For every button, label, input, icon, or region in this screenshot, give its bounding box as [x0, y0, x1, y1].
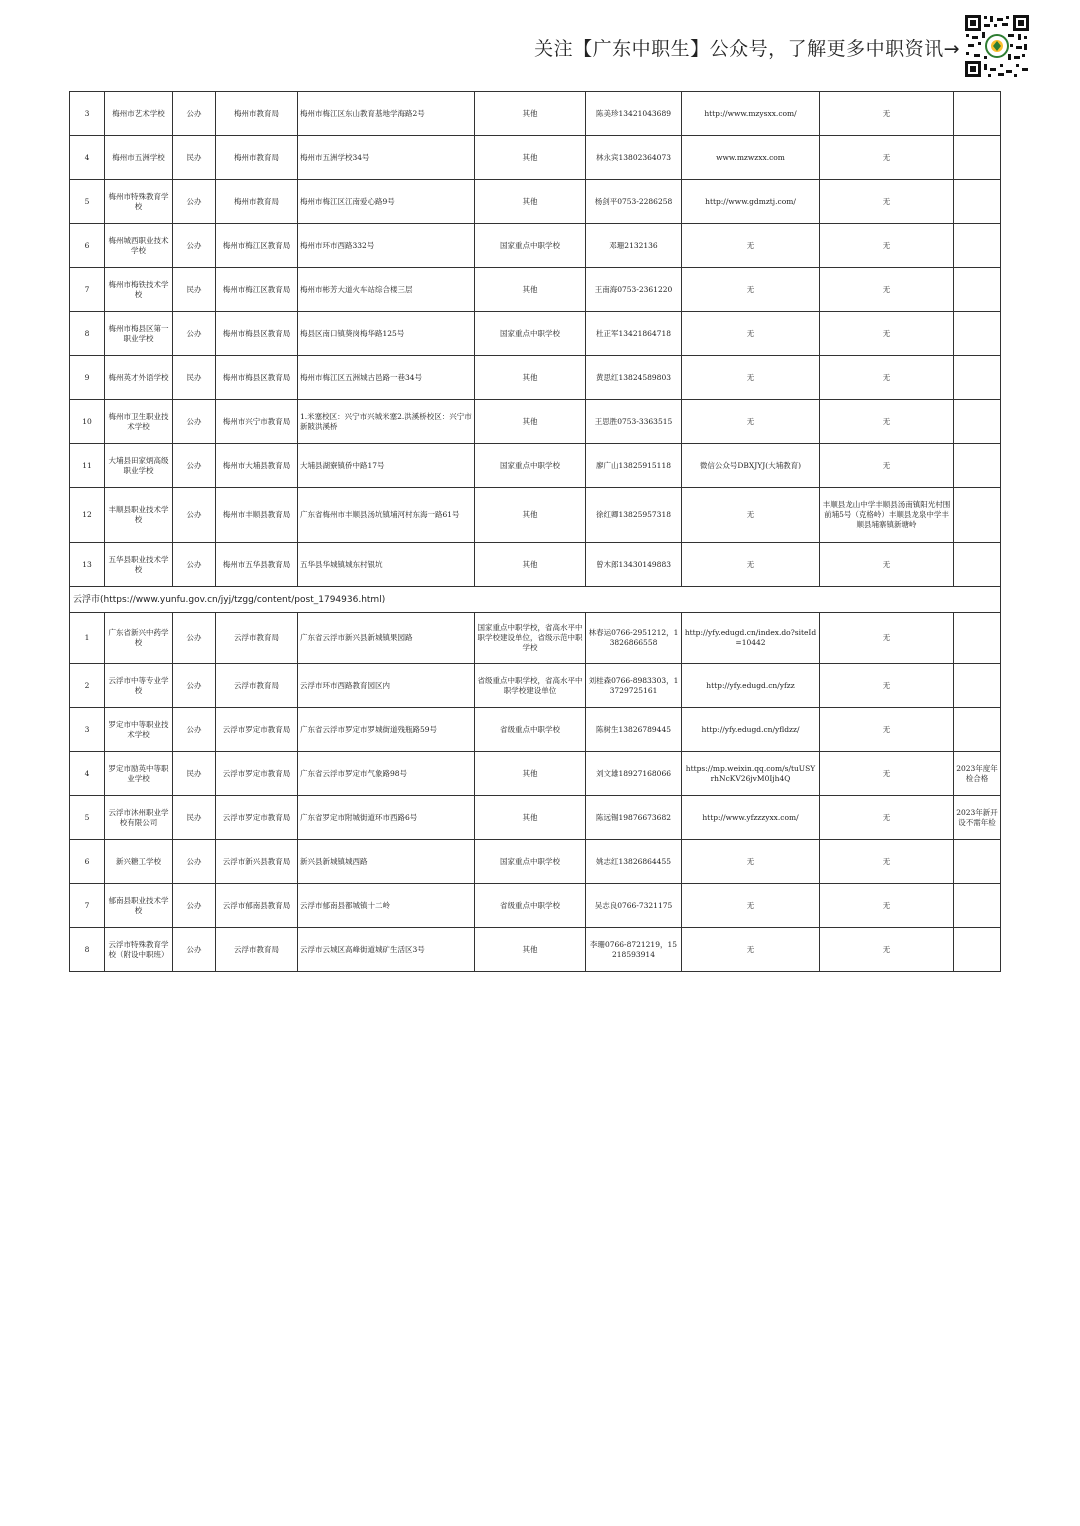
cell-contact: 陈远锡19876673682 — [586, 796, 682, 840]
cell-branch: 无 — [820, 312, 954, 356]
cell-type: 公办 — [173, 708, 216, 752]
cell-website[interactable]: 无 — [682, 356, 820, 400]
cell-website[interactable]: http://www.mzysxx.com/ — [682, 92, 820, 136]
cell-name: 梅州市五洲学校 — [105, 136, 173, 180]
cell-no: 6 — [70, 224, 105, 268]
cell-contact: 王南海0753-2361220 — [586, 268, 682, 312]
cell-address: 梅州市梅江区五洲城古邑路一巷34号 — [298, 356, 475, 400]
cell-website[interactable]: http://yfy.edugd.cn/yfldzz/ — [682, 708, 820, 752]
cell-dept: 梅州市梅江区教育局 — [216, 268, 298, 312]
cell-website[interactable]: 无 — [682, 224, 820, 268]
cell-branch: 无 — [820, 180, 954, 224]
table-row — [70, 708, 1001, 752]
cell-no: 5 — [70, 180, 105, 224]
cell-name: 新兴糖工学校 — [105, 840, 173, 884]
cell-address: 五华县华城镇城东村银坑 — [298, 543, 475, 587]
cell-category: 省级重点中职学校，省高水平中职学校建设单位 — [475, 664, 586, 708]
cell-address: 广东省云浮市罗定市气象路98号 — [298, 752, 475, 796]
table-row — [70, 796, 1001, 840]
cell-contact: 王思胜0753-3363515 — [586, 400, 682, 444]
cell-note: 2023年度年检合格 — [954, 752, 1001, 796]
table-row — [70, 664, 1001, 708]
cell-note — [954, 312, 1001, 356]
cell-contact: 刘桂森0766-8983303，13729725161 — [586, 664, 682, 708]
cell-name: 五华县职业技术学校 — [105, 543, 173, 587]
cell-name: 梅州市梅县区第一职业学校 — [105, 312, 173, 356]
cell-no: 11 — [70, 444, 105, 488]
cell-website[interactable]: http://yfy.edugd.cn/yfzz — [682, 664, 820, 708]
cell-branch: 无 — [820, 664, 954, 708]
cell-website[interactable]: 无 — [682, 840, 820, 884]
cell-contact: 李珊0766-8721219，15218593914 — [586, 928, 682, 972]
cell-address: 云浮市郁南县都城镇十二岭 — [298, 884, 475, 928]
cell-no: 2 — [70, 664, 105, 708]
cell-dept: 梅州市梅县区教育局 — [216, 356, 298, 400]
cell-website[interactable]: 无 — [682, 400, 820, 444]
cell-category: 其他 — [475, 796, 586, 840]
cell-no: 3 — [70, 92, 105, 136]
cell-website[interactable]: www.mzwzxx.com — [682, 136, 820, 180]
table-row — [70, 488, 1001, 543]
cell-category: 其他 — [475, 488, 586, 543]
cell-contact: 杨剑平0753-2286258 — [586, 180, 682, 224]
cell-contact: 林春运0766-2951212，13826866558 — [586, 613, 682, 664]
cell-no: 7 — [70, 884, 105, 928]
cell-no: 10 — [70, 400, 105, 444]
cell-category: 其他 — [475, 268, 586, 312]
cell-dept: 梅州市五华县教育局 — [216, 543, 298, 587]
cell-name: 梅州城西职业技术学校 — [105, 224, 173, 268]
cell-branch: 无 — [820, 356, 954, 400]
cell-name: 云浮市特殊教育学校（附设中职班） — [105, 928, 173, 972]
cell-type: 民办 — [173, 136, 216, 180]
cell-no: 9 — [70, 356, 105, 400]
cell-no: 4 — [70, 136, 105, 180]
cell-note — [954, 884, 1001, 928]
cell-note — [954, 356, 1001, 400]
cell-dept: 梅州市大埔县教育局 — [216, 444, 298, 488]
meizhou-rows — [70, 92, 1001, 587]
cell-name: 云浮市中等专业学校 — [105, 664, 173, 708]
cell-branch: 无 — [820, 708, 954, 752]
cell-dept: 云浮市教育局 — [216, 613, 298, 664]
cell-category: 其他 — [475, 180, 586, 224]
table-row — [70, 400, 1001, 444]
cell-note — [954, 224, 1001, 268]
cell-no: 7 — [70, 268, 105, 312]
cell-no: 13 — [70, 543, 105, 587]
cell-dept: 梅州市梅江区教育局 — [216, 224, 298, 268]
cell-address: 1.米塞校区：兴宁市兴城米塞2.洪溪桥校区：兴宁市新陂洪溪桥 — [298, 400, 475, 444]
cell-branch: 无 — [820, 136, 954, 180]
cell-category: 国家重点中职学校 — [475, 444, 586, 488]
cell-website[interactable]: https://mp.weixin.qq.com/s/tuUSYrhNcKV26jvM0Ijh4Q — [682, 752, 820, 796]
cell-contact: 林永宾13802364073 — [586, 136, 682, 180]
cell-category: 其他 — [475, 752, 586, 796]
cell-address: 广东省梅州市丰顺县汤坑镇埔河村东海一路61号 — [298, 488, 475, 543]
table-row — [70, 268, 1001, 312]
cell-website[interactable]: http://www.yfzzzyxx.com/ — [682, 796, 820, 840]
cell-website[interactable]: 无 — [682, 488, 820, 543]
cell-name: 梅州市梅铁技术学校 — [105, 268, 173, 312]
cell-branch: 丰顺县龙山中学丰顺县汤南镇阳光村围前埔5号（克格岭）丰顺县龙泉中学丰顺县埔寨镇新塘岭 — [820, 488, 954, 543]
cell-type: 公办 — [173, 180, 216, 224]
table-row — [70, 224, 1001, 268]
cell-branch: 无 — [820, 796, 954, 840]
cell-address: 广东省云浮市新兴县新城镇果园路 — [298, 613, 475, 664]
cell-no: 4 — [70, 752, 105, 796]
cell-website[interactable]: 无 — [682, 928, 820, 972]
cell-branch: 无 — [820, 613, 954, 664]
cell-address: 梅州市五洲学校34号 — [298, 136, 475, 180]
cell-dept: 梅州市教育局 — [216, 92, 298, 136]
cell-website[interactable]: http://www.gdmztj.com/ — [682, 180, 820, 224]
cell-category: 其他 — [475, 356, 586, 400]
cell-dept: 云浮市教育局 — [216, 664, 298, 708]
cell-note — [954, 488, 1001, 543]
cell-contact: 廖广山13825915118 — [586, 444, 682, 488]
cell-website[interactable]: 无 — [682, 312, 820, 356]
cell-category: 其他 — [475, 400, 586, 444]
cell-note — [954, 840, 1001, 884]
section-row-yunfu — [70, 587, 1001, 613]
table-row — [70, 92, 1001, 136]
cell-no: 3 — [70, 708, 105, 752]
cell-category: 其他 — [475, 928, 586, 972]
cell-type: 公办 — [173, 488, 216, 543]
cell-dept: 云浮市郁南县教育局 — [216, 884, 298, 928]
table-row — [70, 840, 1001, 884]
cell-name: 云浮市沐州职业学校有限公司 — [105, 796, 173, 840]
table-row — [70, 928, 1001, 972]
cell-contact: 刘文雄18927168066 — [586, 752, 682, 796]
cell-branch: 无 — [820, 268, 954, 312]
cell-type: 公办 — [173, 664, 216, 708]
cell-dept: 云浮市罗定市教育局 — [216, 796, 298, 840]
cell-type: 公办 — [173, 884, 216, 928]
cell-type: 公办 — [173, 840, 216, 884]
cell-type: 民办 — [173, 268, 216, 312]
cell-note — [954, 136, 1001, 180]
cell-type: 民办 — [173, 752, 216, 796]
cell-address: 梅州市梅江区江南爱心路9号 — [298, 180, 475, 224]
cell-type: 民办 — [173, 356, 216, 400]
cell-category: 国家重点中职学校 — [475, 312, 586, 356]
cell-category: 国家重点中职学校，省高水平中职学校建设单位，省级示范中职学校 — [475, 613, 586, 664]
cell-type: 公办 — [173, 312, 216, 356]
cell-dept: 云浮市罗定市教育局 — [216, 752, 298, 796]
cell-address: 广东省云浮市罗定市罗城街道残瓶路59号 — [298, 708, 475, 752]
cell-note — [954, 180, 1001, 224]
cell-no: 8 — [70, 928, 105, 972]
cell-note — [954, 543, 1001, 587]
cell-name: 郁南县职业技术学校 — [105, 884, 173, 928]
cell-contact: 陈树生13826789445 — [586, 708, 682, 752]
cell-category: 国家重点中职学校 — [475, 840, 586, 884]
cell-type: 公办 — [173, 92, 216, 136]
cell-name: 广东省新兴中药学校 — [105, 613, 173, 664]
cell-no: 8 — [70, 312, 105, 356]
cell-dept: 梅州市梅县区教育局 — [216, 312, 298, 356]
table-row — [70, 543, 1001, 587]
cell-note — [954, 613, 1001, 664]
cell-note — [954, 268, 1001, 312]
cell-no: 1 — [70, 613, 105, 664]
table-row — [70, 136, 1001, 180]
cell-name: 梅州市艺术学校 — [105, 92, 173, 136]
cell-contact: 黄思红13824589803 — [586, 356, 682, 400]
cell-website[interactable]: 无 — [682, 884, 820, 928]
cell-branch: 无 — [820, 543, 954, 587]
cell-address: 新兴县新城镇城西路 — [298, 840, 475, 884]
cell-type: 公办 — [173, 928, 216, 972]
cell-address: 大埔县湖寮镇侨中路17号 — [298, 444, 475, 488]
cell-note — [954, 928, 1001, 972]
cell-note — [954, 444, 1001, 488]
cell-name: 梅州市卫生职业技术学校 — [105, 400, 173, 444]
promo-header-text: 关注【广东中职生】公众号，了解更多中职资讯→ — [534, 38, 960, 60]
cell-dept: 梅州市教育局 — [216, 180, 298, 224]
cell-no: 5 — [70, 796, 105, 840]
cell-type: 公办 — [173, 224, 216, 268]
cell-type: 公办 — [173, 613, 216, 664]
table-row — [70, 444, 1001, 488]
table-row — [70, 752, 1001, 796]
cell-branch: 无 — [820, 400, 954, 444]
cell-branch: 无 — [820, 928, 954, 972]
cell-name: 罗定市励英中等职业学校 — [105, 752, 173, 796]
cell-category: 其他 — [475, 136, 586, 180]
table-row — [70, 884, 1001, 928]
cell-category: 其他 — [475, 92, 586, 136]
cell-category: 其他 — [475, 543, 586, 587]
cell-type: 公办 — [173, 444, 216, 488]
cell-dept: 梅州市教育局 — [216, 136, 298, 180]
table-row — [70, 356, 1001, 400]
cell-type: 公办 — [173, 543, 216, 587]
table-row — [70, 312, 1001, 356]
cell-dept: 梅州市兴宁市教育局 — [216, 400, 298, 444]
cell-branch: 无 — [820, 92, 954, 136]
cell-contact: 邓珊2132136 — [586, 224, 682, 268]
cell-address: 云浮市环市西路教育园区内 — [298, 664, 475, 708]
cell-category: 国家重点中职学校 — [475, 224, 586, 268]
cell-type: 公办 — [173, 400, 216, 444]
cell-dept: 云浮市教育局 — [216, 928, 298, 972]
cell-dept: 云浮市新兴县教育局 — [216, 840, 298, 884]
cell-note — [954, 664, 1001, 708]
cell-type: 民办 — [173, 796, 216, 840]
cell-dept: 云浮市罗定市教育局 — [216, 708, 298, 752]
cell-note: 2023年新开设不需年检 — [954, 796, 1001, 840]
cell-note — [954, 708, 1001, 752]
table-row — [70, 180, 1001, 224]
cell-website[interactable]: http://yfy.edugd.cn/index.do?siteId=10442 — [682, 613, 820, 664]
cell-contact: 杜正军13421864718 — [586, 312, 682, 356]
cell-address: 梅县区南口镇葵岗梅华路125号 — [298, 312, 475, 356]
cell-website[interactable]: 无 — [682, 268, 820, 312]
cell-address: 广东省罗定市附城街道环市西路6号 — [298, 796, 475, 840]
cell-contact: 曾木郎13430149883 — [586, 543, 682, 587]
table-row — [70, 613, 1001, 664]
cell-website[interactable]: 微信公众号DBXJYJ(大埔教育) — [682, 444, 820, 488]
cell-no: 6 — [70, 840, 105, 884]
cell-contact: 徐红卿13825957318 — [586, 488, 682, 543]
cell-branch: 无 — [820, 752, 954, 796]
cell-note — [954, 400, 1001, 444]
cell-branch: 无 — [820, 224, 954, 268]
qr-code-icon[interactable] — [964, 14, 1030, 78]
cell-no: 12 — [70, 488, 105, 543]
cell-address: 梅州市环市西路332号 — [298, 224, 475, 268]
cell-name: 大埔县田家炳高级职业学校 — [105, 444, 173, 488]
cell-branch: 无 — [820, 840, 954, 884]
cell-branch: 无 — [820, 884, 954, 928]
cell-address: 梅州市梅江区东山教育基地学海路2号 — [298, 92, 475, 136]
cell-contact: 姚志红13826864455 — [586, 840, 682, 884]
cell-name: 罗定市中等职业技术学校 — [105, 708, 173, 752]
cell-address: 云浮市云城区高峰街道城矿生活区3号 — [298, 928, 475, 972]
cell-address: 梅州市彬芳大道火车站综合楼三层 — [298, 268, 475, 312]
cell-name: 梅州英才外语学校 — [105, 356, 173, 400]
cell-dept: 梅州市丰顺县教育局 — [216, 488, 298, 543]
school-list-table — [69, 91, 1001, 972]
cell-note — [954, 92, 1001, 136]
cell-website[interactable]: 无 — [682, 543, 820, 587]
cell-category: 省级重点中职学校 — [475, 884, 586, 928]
cell-contact: 吴志良0766-7321175 — [586, 884, 682, 928]
cell-name: 梅州市特殊教育学校 — [105, 180, 173, 224]
cell-category: 省级重点中职学校 — [475, 708, 586, 752]
cell-name: 丰顺县职业技术学校 — [105, 488, 173, 543]
cell-branch: 无 — [820, 444, 954, 488]
section-title-yunfu: 云浮市(https://www.yunfu.gov.cn/jyj/tzgg/content/post_1794936.html) — [73, 594, 386, 605]
cell-contact: 陈美珍13421043689 — [586, 92, 682, 136]
yunfu-rows — [70, 613, 1001, 972]
